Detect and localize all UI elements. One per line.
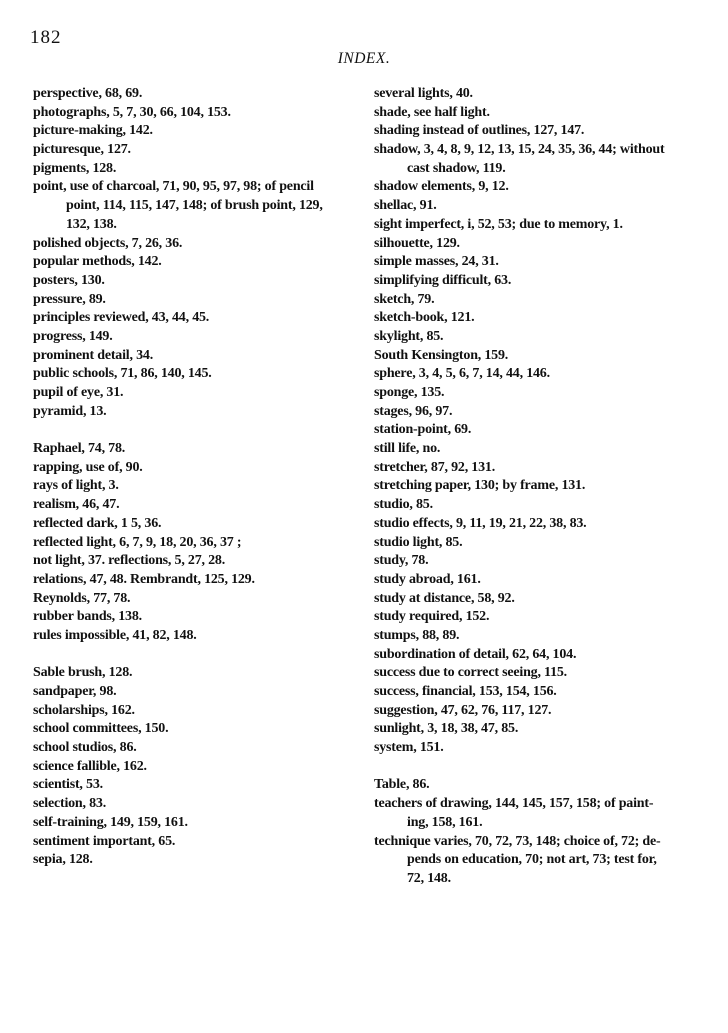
index-entry-line: sepia, 128.: [33, 852, 93, 868]
left-column: [33, 85, 368, 870]
index-entry-line: rubber bands, 138.: [33, 609, 142, 625]
index-entry-line: technique varies, 70, 72, 73, 148; choice of, 72; de-: [374, 833, 661, 849]
index-entry-line: subordination of detail, 62, 64, 104.: [374, 646, 577, 662]
index-entry-line: simple masses, 24, 31.: [374, 254, 499, 270]
index-entry-line: studio light, 85.: [374, 534, 463, 550]
index-entry-line: studio, 85.: [374, 497, 433, 513]
index-entry-line: shellac, 91.: [374, 198, 437, 214]
index-entry-line: Sable brush, 128.: [33, 665, 133, 681]
index-entry-line: sight imperfect, i, 52, 53; due to memory, 1.: [374, 216, 623, 232]
page-number: 182: [30, 27, 62, 48]
index-group: [374, 776, 714, 888]
index-entry-line: point, use of charcoal, 71, 90, 95, 97, 98; of pencil: [33, 179, 314, 195]
index-entry-line: Table, 86.: [374, 777, 430, 793]
index-entry-line: sketch, 79.: [374, 291, 435, 307]
index-entry-line: still life, no.: [374, 441, 441, 457]
index-entry-line: rapping, use of, 90.: [33, 459, 143, 475]
index-entry-line: not light, 37. reflections, 5, 27, 28.: [33, 553, 226, 569]
index-entry-line: pigments, 128.: [33, 160, 117, 176]
index-entry-line: progress, 149.: [33, 328, 113, 344]
index-entry-line: school committees, 150.: [33, 721, 169, 737]
index-entry-line: sponge, 135.: [374, 385, 445, 400]
index-entry-line: several lights, 40.: [374, 86, 473, 101]
index-group: [33, 664, 368, 870]
index-entry-line: study required, 152.: [374, 609, 490, 625]
index-entry-line: stages, 96, 97.: [374, 403, 453, 419]
index-entry-line: simplifying difficult, 63.: [374, 272, 512, 288]
index-group: [33, 440, 368, 646]
index-entry-line: Raphael, 74, 78.: [33, 441, 126, 457]
index-entry-line: silhouette, 129.: [374, 235, 460, 251]
index-entry-line: cast shadow, 119.: [407, 160, 506, 176]
index-entry-line: scientist, 53.: [33, 777, 103, 793]
index-entry-line: selection, 83.: [33, 796, 107, 812]
index-entry-line: relations, 47, 48. Rembrandt, 125, 129.: [33, 571, 255, 587]
index-entry-line: sandpaper, 98.: [33, 684, 117, 699]
index-entry-line: stretcher, 87, 92, 131.: [374, 459, 495, 475]
index-entry-line: 132, 138.: [66, 216, 117, 232]
index-entry-line: pends on education, 70; not art, 73; test for,: [407, 852, 657, 868]
index-group: [374, 85, 714, 758]
index-entry-line: scholarships, 162.: [33, 702, 135, 718]
index-entry-line: stumps, 88, 89.: [374, 627, 460, 643]
index-entry-line: reflected light, 6, 7, 9, 18, 20, 36, 37 ;: [33, 534, 242, 550]
index-entry-line: study abroad, 161.: [374, 571, 481, 587]
index-entry-line: shadow elements, 9, 12.: [374, 179, 509, 195]
index-entry-line: realism, 46, 47.: [33, 497, 120, 513]
index-entry-line: principles reviewed, 43, 44, 45.: [33, 310, 210, 326]
index-entry-line: posters, 130.: [33, 272, 105, 288]
index-entry-line: self-training, 149, 159, 161.: [33, 814, 188, 830]
index-entry-line: study, 78.: [374, 553, 429, 569]
index-entry-line: rays of light, 3.: [33, 478, 119, 494]
index-entry-line: station-point, 69.: [374, 422, 472, 438]
index-entry-line: shade, see half light.: [374, 104, 490, 120]
index-entry-line: photographs, 5, 7, 30, 66, 104, 153.: [33, 104, 231, 120]
index-entry-line: 72, 148.: [407, 870, 451, 886]
index-entry-line: popular methods, 142.: [33, 254, 162, 270]
index-entry-line: skylight, 85.: [374, 328, 444, 344]
index-entry-line: success due to correct seeing, 115.: [374, 665, 567, 681]
index-entry-line: South Kensington, 159.: [374, 347, 509, 363]
index-entry-line: perspective, 68, 69.: [33, 86, 143, 101]
index-entry-line: pressure, 89.: [33, 291, 106, 307]
index-entry-line: study at distance, 58, 92.: [374, 590, 515, 606]
index-entry-line: picturesque, 127.: [33, 142, 131, 158]
index-entry-line: suggestion, 47, 62, 76, 117, 127.: [374, 702, 552, 718]
index-entry-line: sphere, 3, 4, 5, 6, 7, 14, 44, 146.: [374, 366, 550, 382]
index-entry-line: sunlight, 3, 18, 38, 47, 85.: [374, 721, 519, 737]
index-entry-line: sketch-book, 121.: [374, 310, 475, 326]
index-entry-line: picture-making, 142.: [33, 123, 153, 139]
index-entry-line: pyramid, 13.: [33, 403, 107, 419]
index-entry-line: pupil of eye, 31.: [33, 385, 124, 400]
index-entry-line: studio effects, 9, 11, 19, 21, 22, 38, 83.: [374, 515, 587, 531]
right-column: [374, 85, 714, 889]
page-title: INDEX.: [337, 50, 391, 67]
index-entry-line: shadow, 3, 4, 8, 9, 12, 13, 15, 24, 35, 36, 44; without: [374, 142, 665, 158]
index-entry-line: sentiment important, 65.: [33, 833, 176, 849]
index-entry-line: system, 151.: [374, 740, 444, 756]
index-entry-line: public schools, 71, 86, 140, 145.: [33, 366, 212, 382]
index-entry-line: ing, 158, 161.: [407, 814, 483, 830]
index-group: [33, 85, 368, 421]
index-entry-line: Reynolds, 77, 78.: [33, 590, 131, 606]
index-entry-line: science fallible, 162.: [33, 758, 147, 774]
index-entry-line: rules impossible, 41, 82, 148.: [33, 627, 197, 643]
index-entry-line: school studios, 86.: [33, 740, 137, 756]
index-entry-line: shading instead of outlines, 127, 147.: [374, 123, 585, 139]
index-entry-line: prominent detail, 34.: [33, 347, 153, 363]
index-entry-line: reflected dark, 1 5, 36.: [33, 515, 162, 531]
index-entry-line: point, 114, 115, 147, 148; of brush point, 129,: [66, 198, 323, 214]
index-entry-line: success, financial, 153, 154, 156.: [374, 684, 557, 699]
index-entry-line: polished objects, 7, 26, 36.: [33, 235, 183, 251]
index-entry-line: stretching paper, 130; by frame, 131.: [374, 478, 586, 494]
index-entry-line: teachers of drawing, 144, 145, 157, 158; of paint-: [374, 796, 654, 812]
